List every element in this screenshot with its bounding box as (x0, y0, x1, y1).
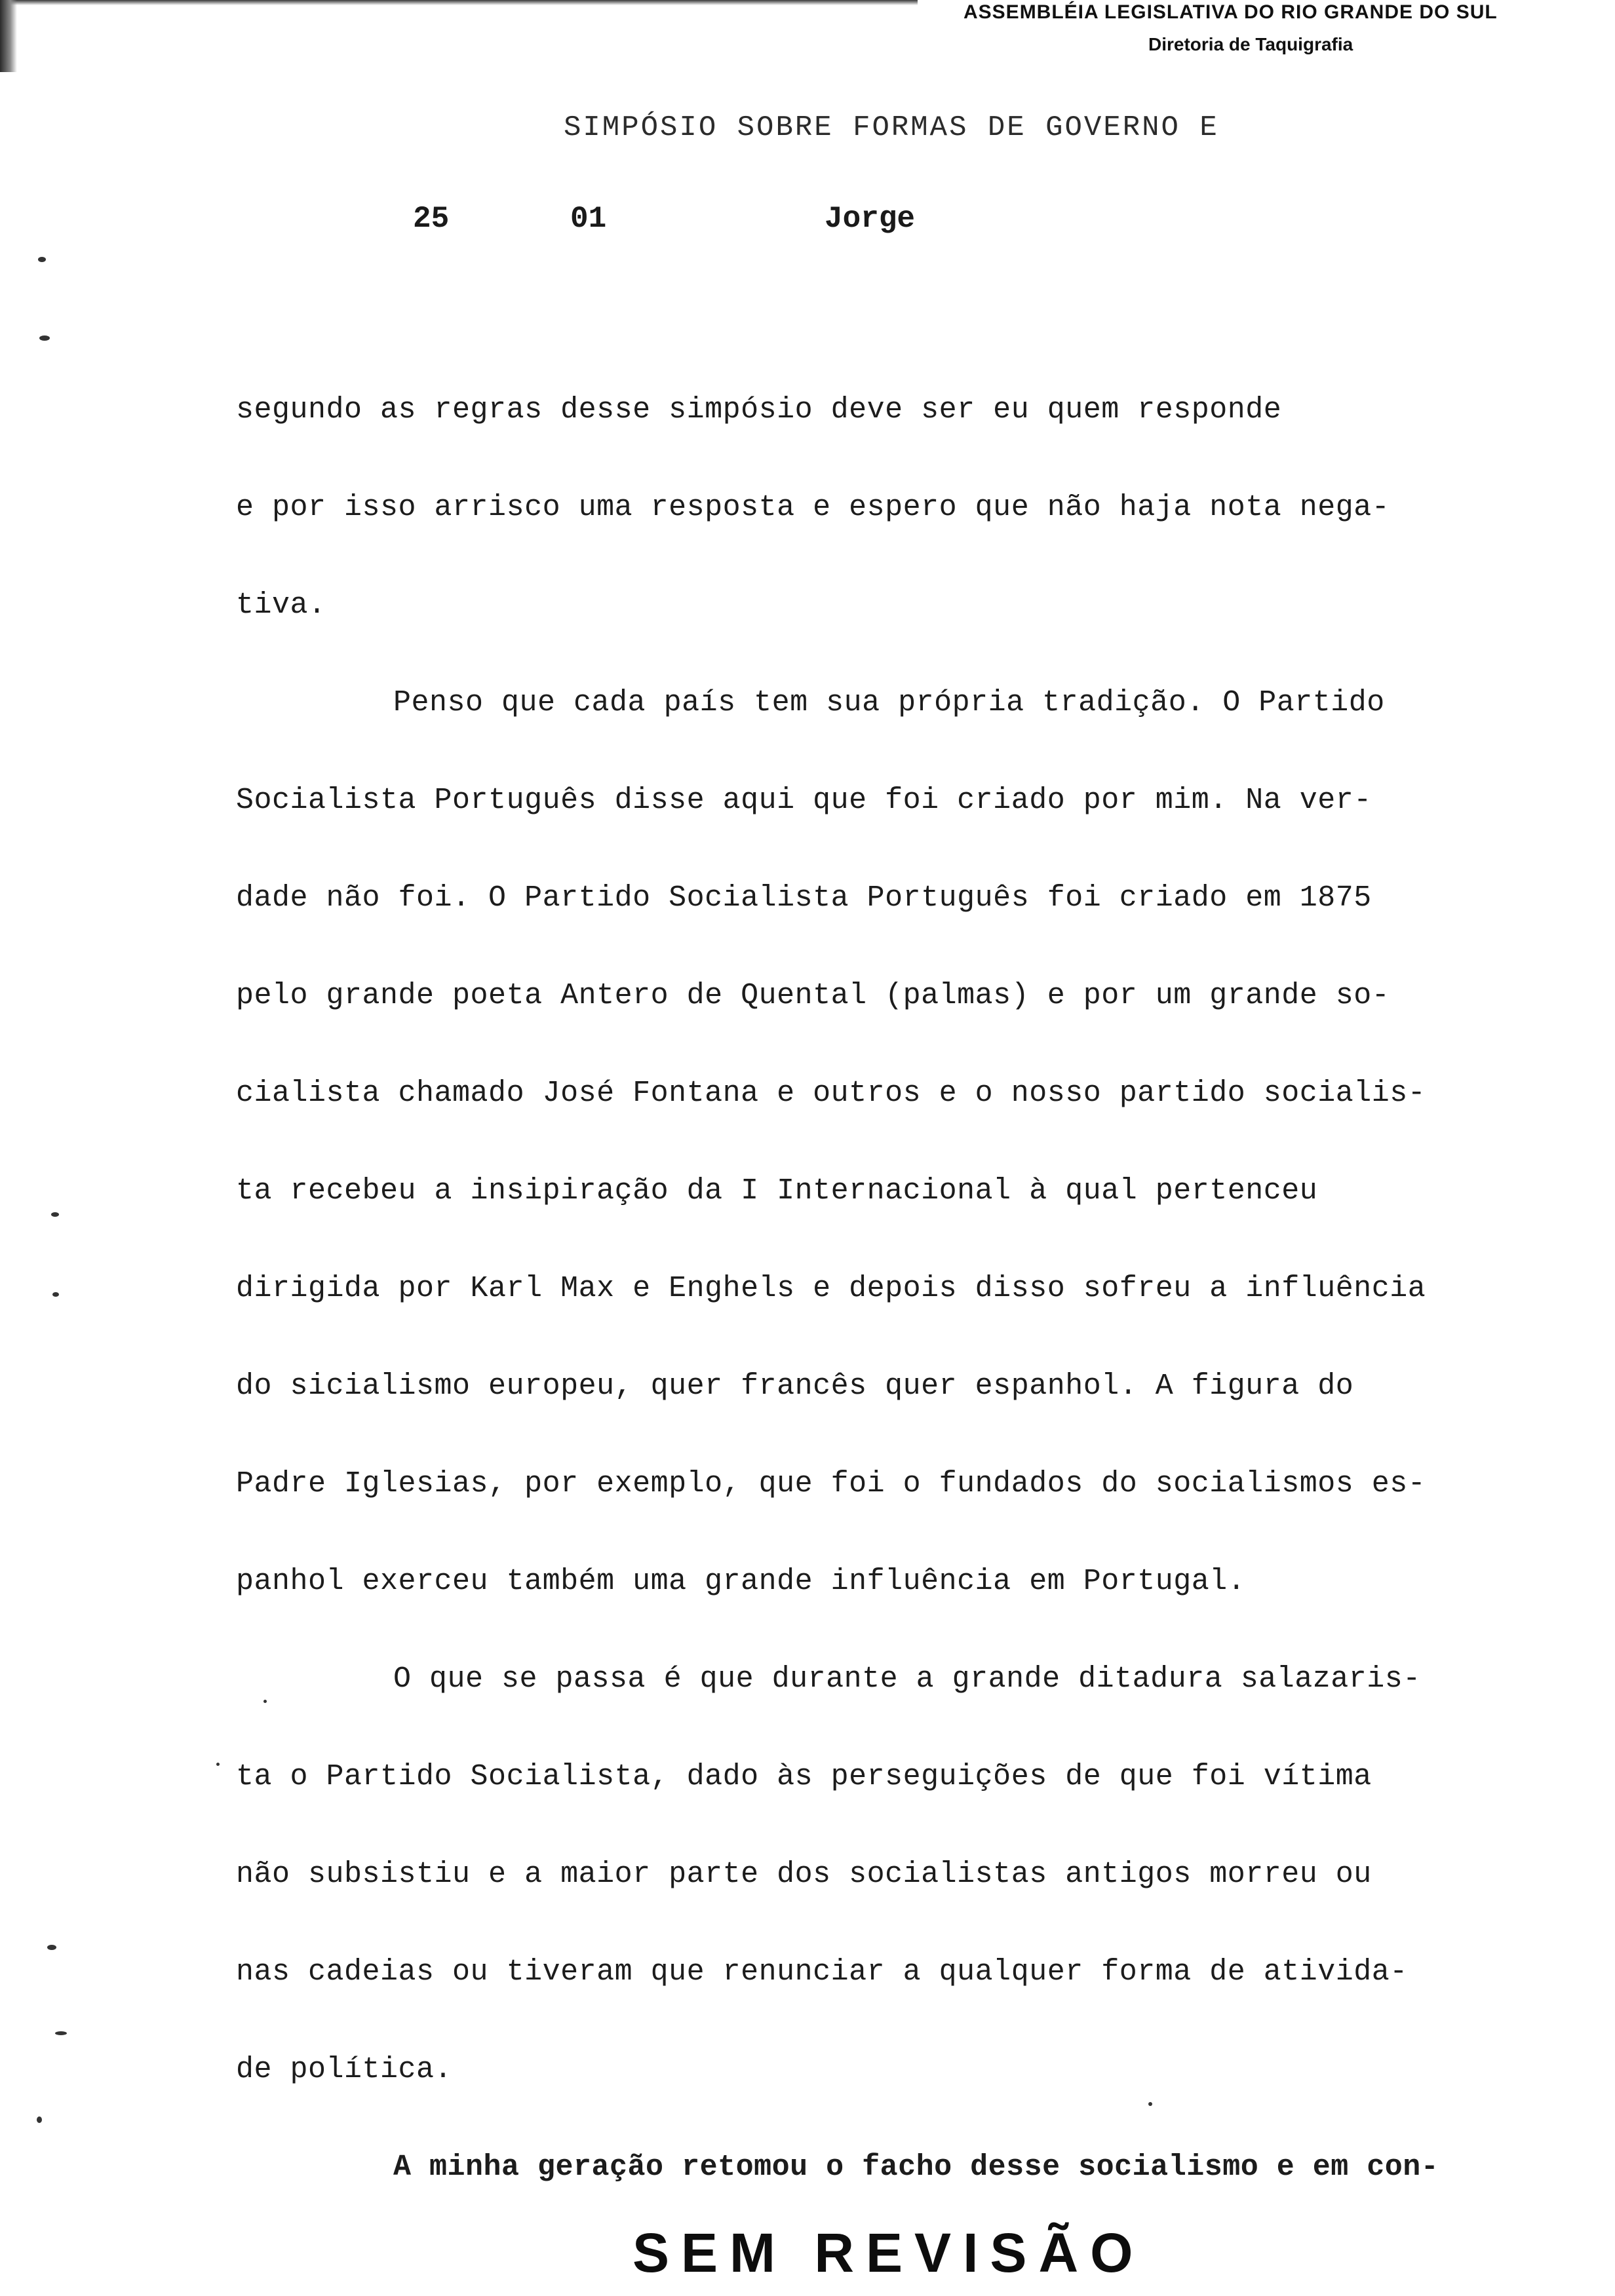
transcript-line: e por isso arrisco uma resposta e espero que não haja nota nega- (236, 491, 1390, 524)
no-revision-stamp: SEM REVISÃO (632, 2222, 1145, 2284)
transcript-line: segundo as regras desse simpósio deve ser eu quem responde (236, 393, 1282, 427)
transcript-line: O que se passa é que durante a grande ditadura salazaris- (393, 1662, 1421, 1696)
scan-speck (1148, 2102, 1152, 2106)
transcript-line: dade não foi. O Partido Socialista Português foi criado em 1875 (236, 881, 1372, 915)
scan-speck (55, 2031, 67, 2035)
transcript-line: ta o Partido Socialista, dado às perseguições de que foi vítima (236, 1760, 1372, 1793)
session-day: 25 (413, 202, 450, 236)
transcript-body (236, 387, 1553, 2242)
transcript-line: Penso que cada país tem sua própria tradição. O Partido (393, 686, 1385, 719)
scan-speck (39, 335, 50, 341)
transcript-line: Socialista Português disse aqui que foi criado por mim. Na ver- (236, 784, 1372, 817)
scan-speck (52, 1292, 59, 1297)
document-title: SIMPÓSIO SOBRE FORMAS DE GOVERNO E (564, 111, 1219, 144)
transcript-line: não subsistiu e a maior parte dos socialistas antigos morreu ou (236, 1858, 1372, 1891)
transcript-line: Padre Iglesias, por exemplo, que foi o fundados do socialismos es- (236, 1467, 1426, 1501)
transcript-line: cialista chamado José Fontana e outros e o nosso partido socialis- (236, 1077, 1426, 1110)
scan-speck (38, 257, 46, 262)
transcript-line: de política. (236, 2053, 453, 2086)
institution-header: ASSEMBLÉIA LEGISLATIVA DO RIO GRANDE DO SUL (963, 1, 1498, 23)
transcript-line: do sicialismo europeu, quer francês quer espanhol. A figura do (236, 1369, 1354, 1403)
stenographer-name: Jorge (825, 202, 916, 236)
transcript-line: dirigida por Karl Max e Enghels e depois disso sofreu a influência (236, 1272, 1426, 1305)
page-sequence: 01 (570, 202, 607, 236)
scan-speck (263, 1700, 267, 1703)
scan-speck (216, 1763, 220, 1766)
scan-shadow-left (0, 0, 17, 72)
scan-speck (47, 1945, 56, 1950)
scan-speck (51, 1212, 59, 1217)
scan-shadow-top (0, 0, 918, 5)
transcript-line: tiva. (236, 588, 326, 622)
transcript-line: pelo grande poeta Antero de Quental (palmas) e por um grande so- (236, 979, 1390, 1012)
transcript-line: nas cadeias ou tiveram que renunciar a qualquer forma de ativida- (236, 1955, 1408, 1989)
transcript-line: panhol exerceu também uma grande influência em Portugal. (236, 1565, 1246, 1598)
transcript-line: ta recebeu a insipiração da I Internacional à qual pertenceu (236, 1174, 1318, 1208)
department-header: Diretoria de Taquigrafia (1148, 34, 1353, 54)
scan-speck (37, 2116, 42, 2123)
transcript-line: A minha geração retomou o facho desse socialismo e em con- (393, 2151, 1439, 2184)
